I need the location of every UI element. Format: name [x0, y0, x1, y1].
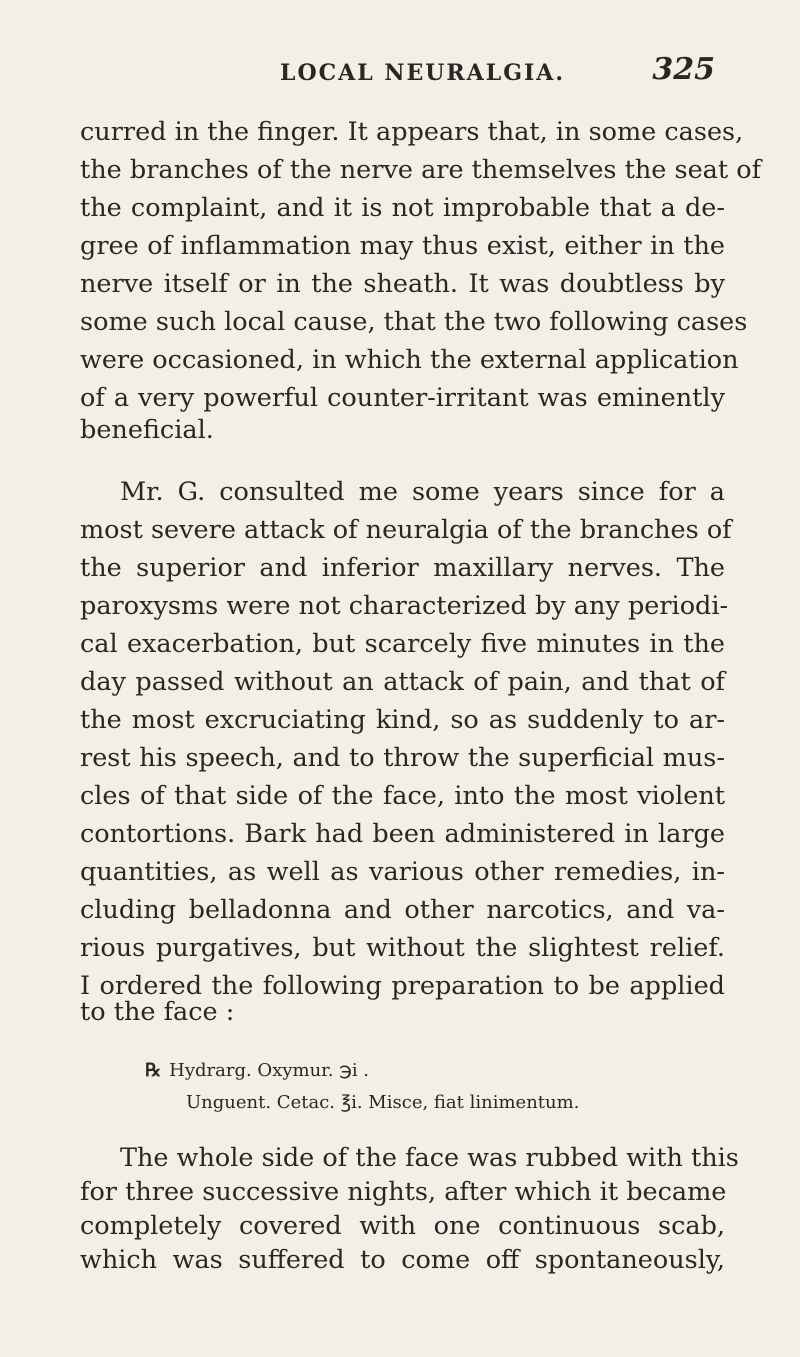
text-line: most severe attack of neuralgia of the branches of [80, 515, 732, 545]
text-line: to the face : [80, 997, 235, 1027]
text-line: quantities, as well as various other remedies, in- [80, 857, 725, 887]
text-line: the most excruciating kind, so as suddenly to ar- [80, 705, 725, 735]
text-line: completely covered with one continuous scab, [80, 1211, 725, 1241]
text-line: which was suffered to come off spontaneously, [80, 1245, 725, 1275]
text-line: paroxysms were not characterized by any periodi- [80, 591, 729, 621]
text-line: some such local cause, that the two following cases [80, 307, 748, 337]
text-line: the superior and inferior maxillary nerves. The [80, 553, 725, 583]
text-line: of a very powerful counter-irritant was eminently [80, 383, 725, 413]
text-line: I ordered the following preparation to be applied [80, 971, 725, 1001]
prescription-text: Hydrarg. Oxymur. ℈i . [169, 1060, 370, 1081]
prescription-line [145, 1060, 369, 1081]
text-line: curred in the finger. It appears that, in some cases, [80, 117, 744, 147]
running-title: LOCAL NEURALGIA. [280, 60, 566, 86]
recipe-symbol: ℞ [145, 1060, 162, 1081]
text-line: beneficial. [80, 415, 214, 445]
text-line: the complaint, and it is not improbable that a de- [80, 193, 725, 223]
text-line: cluding belladonna and other narcotics, and va- [80, 895, 725, 925]
text-line: Mr. G. consulted me some years since for a [120, 477, 725, 507]
text-line: rest his speech, and to throw the superficial mus- [80, 743, 725, 773]
text-line: cles of that side of the face, into the most violent [80, 781, 725, 811]
text-line: the branches of the nerve are themselves the seat of [80, 155, 762, 185]
text-line: for three successive nights, after which it became [80, 1177, 727, 1207]
page-number: 325 [652, 52, 715, 87]
text-line: nerve itself or in the sheath. It was doubtless by [80, 269, 725, 299]
text-line: day passed without an attack of pain, and that of [80, 667, 725, 697]
text-line: contortions. Bark had been administered in large [80, 819, 725, 849]
text-line: were occasioned, in which the external application [80, 345, 739, 375]
text-line: rious purgatives, but without the slightest relief. [80, 933, 725, 963]
text-line: gree of inflammation may thus exist, either in the [80, 231, 725, 261]
text-line: The whole side of the face was rubbed with this [120, 1143, 739, 1173]
prescription-line: Unguent. Cetac. ℥i. Misce, fiat linimentum. [186, 1092, 580, 1113]
text-line: cal exacerbation, but scarcely five minutes in the [80, 629, 725, 659]
